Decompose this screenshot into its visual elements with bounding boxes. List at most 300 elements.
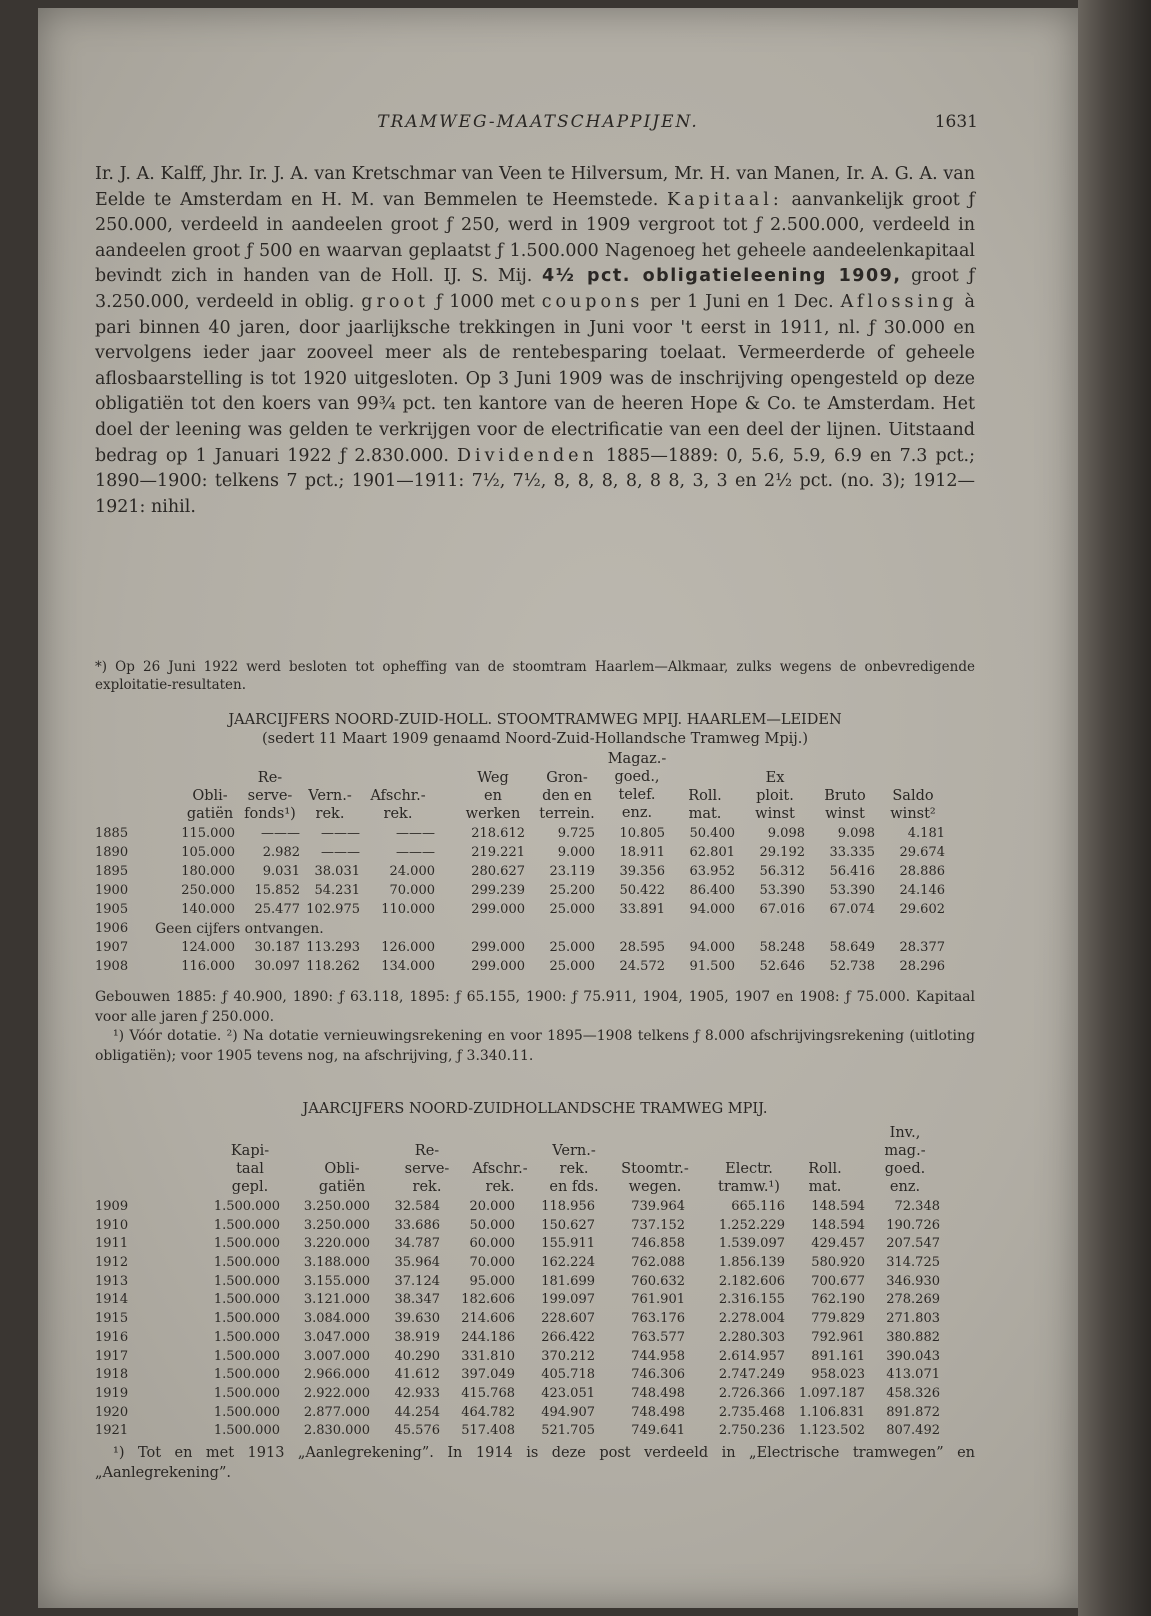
table-cell: 266.422 [541,1329,595,1345]
table-cell: 415.768 [461,1385,515,1401]
table-cell: 346.930 [886,1273,940,1289]
header-text: winst [755,806,795,822]
table-cell: 1.106.831 [798,1404,865,1420]
table-cell: 521.705 [541,1423,595,1439]
table-cell: 1.500.000 [213,1255,280,1271]
table-cell: 737.152 [631,1217,685,1233]
table-cell: 115.000 [181,826,235,841]
header-text: gatiën [318,1179,366,1195]
row-year: 1913 [95,1273,129,1289]
header-text: Bruto [824,788,866,804]
table-cell: 299.000 [471,959,525,974]
table-cell: 134.000 [381,959,435,974]
table-cell: 29.602 [899,902,945,917]
table-cell: 9.098 [767,826,805,841]
table-cell: 580.920 [811,1255,865,1271]
table-cell: 28.377 [899,940,945,955]
row-year: 1916 [95,1329,129,1345]
table-cell: 148.594 [811,1217,865,1233]
header-text: Magaz.- [607,751,667,767]
table-cell: 39.630 [394,1311,440,1327]
table-cell: 3.121.000 [303,1292,370,1308]
table-row [95,826,975,845]
row-year: 1900 [95,883,129,898]
table-cell: 744.958 [631,1348,685,1364]
table-cell: 218.612 [471,826,525,841]
header-text: rek. [559,1161,589,1177]
table-cell: 748.498 [631,1385,685,1401]
table-cell: 40.290 [394,1348,440,1364]
table-cell: 116.000 [181,959,235,974]
table-cell: 113.293 [306,940,360,955]
note-gebouwen: Gebouwen 1885: ƒ 40.900, 1890: ƒ 63.118, 1895: ƒ 65.155, 1900: ƒ 75.911, 1904, 1905, 1907 en 1908: ƒ 75.000. Kapitaal voor alle jaren ƒ 250.000. [95,989,975,1025]
table-row [95,1386,975,1405]
table-cell: 278.269 [886,1292,940,1308]
table-cell: 35.964 [394,1255,440,1271]
table-cell: 1.500.000 [213,1367,280,1383]
table1-title-line2: (sedert 11 Maart 1909 genaamd Noord-Zuid-Hollandsche Tramweg Mpij.) [261,731,809,747]
table-cell: 37.124 [394,1273,440,1289]
row-year: 1890 [95,845,129,860]
col-header-bruto-winst [813,787,877,823]
table-cell: 150.627 [541,1217,595,1233]
header-text: Afschr.- [472,1161,528,1177]
table-cell: 118.956 [541,1199,595,1214]
table-cell: 458.326 [886,1385,940,1401]
table-cell: 162.224 [541,1255,595,1271]
table-cell: 124.000 [181,940,235,955]
table-cell: 182.606 [461,1292,515,1308]
table-row [95,883,975,902]
header-text: werken [465,806,521,822]
table-cell: 1.500.000 [213,1217,280,1233]
table-cell: ——— [321,826,360,841]
table-cell: 2.316.155 [718,1292,785,1308]
table2-body [95,1199,975,1442]
row-year: 1920 [95,1404,129,1420]
table-cell: 38.031 [314,864,360,879]
table-cell: 271.803 [886,1311,940,1327]
header-text: wegen. [628,1179,682,1195]
table-cell: 413.071 [886,1367,940,1383]
header-text: winst [825,806,865,822]
table-cell: 53.390 [829,883,875,898]
header-text: Ex [765,770,785,786]
table-cell: 219.221 [471,845,525,860]
table-cell: 1.500.000 [213,1292,280,1308]
table-cell: 190.726 [886,1217,940,1233]
table-cell: 15.852 [254,883,300,898]
col-header-afschrijving [363,787,433,823]
table-cell: 105.000 [181,845,235,860]
col-header-gronden [532,769,602,823]
table-cell: 762.088 [631,1255,685,1271]
table-cell: 2.922.000 [303,1385,370,1401]
col-header-stoomtramwegen [615,1160,695,1196]
table-cell: 60.000 [469,1236,515,1252]
table-cell: 3.084.000 [303,1311,370,1327]
table-cell: 25.477 [254,902,300,917]
table-row [95,1423,975,1442]
body-text-2: aanvankelijk groot ƒ 250.000, verdeeld in aandeelen groot ƒ 250, werd in 1909 vergroot tot ƒ 2.500.000, verdeeld in aandeelen groot ƒ 500 en waarvan geplaatst ƒ 1.500.000 Nagenoeg het geheele aandeelenkapitaal bevindt zich in handen van de Holl. IJ. S. Mij. [95,189,975,287]
table-cell: 54.231 [314,883,360,898]
header-text: telef. [618,787,656,803]
table-cell: 280.627 [471,864,525,879]
table-cell: 23.119 [549,864,595,879]
table-cell: 9.098 [837,826,875,841]
header-text: rek. [383,806,413,822]
table-cell: 746.306 [631,1367,685,1383]
col-header-kapitaal [215,1142,285,1196]
table-cell: ——— [261,826,300,841]
table-cell: 53.390 [759,883,805,898]
table-cell: 44.254 [394,1404,440,1420]
header-text: Electr. [725,1161,773,1177]
col-header-reservefonds [240,769,300,823]
table-cell: 423.051 [541,1385,595,1401]
row-note: Geen cijfers ontvangen. [155,921,324,937]
table-row [95,1274,975,1293]
row-year: 1911 [95,1236,129,1252]
table-cell: 58.649 [829,940,875,955]
book-binding [1078,0,1151,1616]
table1-header [95,750,975,826]
table-cell: 18.911 [619,845,665,860]
header-text: Roll. [688,788,722,804]
table-cell: 91.500 [689,959,735,974]
table-cell: 110.000 [381,902,435,917]
header-text: Obli- [324,1161,360,1177]
table-cell: 779.829 [811,1311,865,1327]
table-cell: 2.614.957 [718,1348,785,1364]
table-cell: ——— [396,845,435,860]
table-cell: 70.000 [469,1255,515,1271]
table-cell: 56.312 [759,864,805,879]
table-cell: 126.000 [381,940,435,955]
table-cell: 763.577 [631,1329,685,1345]
header-text: rek. [315,806,345,822]
table-cell: 739.964 [631,1199,685,1214]
table-row [95,1236,975,1255]
table-cell: 52.646 [759,959,805,974]
table-cell: 29.192 [759,845,805,860]
header-text: en fds. [549,1179,599,1195]
table-cell: 763.176 [631,1311,685,1327]
table1-notes [95,988,975,1066]
table-cell: 749.641 [631,1423,685,1439]
header-text: Inv., [889,1125,921,1141]
table-cell: 1.500.000 [213,1236,280,1252]
table-cell: 32.584 [394,1199,440,1214]
table-cell: 33.891 [619,902,665,917]
table-cell: 67.074 [829,902,875,917]
table2-header [95,1122,975,1200]
page-number: 1631 [934,112,978,132]
table-cell: 42.933 [394,1385,440,1401]
header-text: en [484,788,502,804]
header-text: winst² [890,806,936,822]
table-cell: 72.348 [894,1199,940,1214]
table-cell: 331.810 [461,1348,515,1364]
row-year: 1905 [95,902,129,917]
body-text-1: Ir. J. A. Kalff, Jhr. Ir. J. A. van Kretschmar van Veen te Hilversum, Mr. H. van Manen, Ir. A. G. A. van Eelde te Amsterdam en H. M. van Bemmelen te Heemstede. [95,164,975,210]
table-cell: 380.882 [886,1329,940,1345]
body-text-4: ƒ 1000 met [435,291,535,312]
header-text: Weg [477,770,509,786]
table-cell: 4.181 [907,826,945,841]
header-text: mat. [808,1179,842,1195]
row-year: 1907 [95,940,129,955]
header-text: enz. [889,1179,921,1195]
table-cell: 33.686 [394,1217,440,1233]
table-row [95,1405,975,1424]
header-text: Kapi- [230,1143,270,1159]
book-page [38,8,1078,1608]
table-cell: 41.612 [394,1367,440,1383]
header-text: Saldo [892,788,934,804]
table-row [95,1311,975,1330]
table-cell: 207.547 [886,1236,940,1252]
col-header-exploitatie-winst [743,769,807,823]
table-cell: 45.576 [394,1423,440,1439]
table-cell: 1.500.000 [213,1329,280,1345]
table-cell: 29.674 [899,845,945,860]
header-text: terrein. [539,806,595,822]
table-cell: 2.278.004 [718,1311,785,1327]
header-text: Re- [257,770,283,786]
header-text: Obli- [192,788,228,804]
table-cell: 39.356 [619,864,665,879]
table-cell: 24.572 [619,959,665,974]
table-cell: 807.492 [886,1423,940,1439]
row-year: 1921 [95,1423,129,1439]
row-year: 1919 [95,1385,129,1401]
header-text: Vern.- [308,788,352,804]
table-cell: 34.787 [394,1236,440,1252]
col-header-afschrijving [463,1160,537,1196]
header-text: rek. [412,1179,442,1195]
table-cell: 299.000 [471,940,525,955]
row-year: 1910 [95,1217,129,1233]
table-cell: 70.000 [389,883,435,898]
table-cell: 148.594 [811,1199,865,1214]
row-year: 1915 [95,1311,129,1327]
table-cell: 958.023 [811,1367,865,1383]
table-cell: 760.632 [631,1273,685,1289]
table-cell: 1.500.000 [213,1199,280,1214]
table-cell: 25.000 [549,902,595,917]
dividenden-label: Dividenden [457,445,598,466]
body-text-7: 1885—1889: 0, 5.6, 5.9, 6.9 en 7.3 pct.; 1890—1900: telkens 7 pct.; 1901—1911: 7½, 7½, 8, 8, 8, 8, 8 8, 3, 3 en 2½ pct. (no. 3); 1912—1921: nihil. [95,445,975,517]
table-cell: 2.735.468 [718,1404,785,1420]
col-header-reserve [395,1142,459,1196]
table-cell: 1.500.000 [213,1404,280,1420]
col-header-rollend-materieel [675,787,735,823]
row-year: 1909 [95,1199,129,1214]
header-text: goed. [884,1161,926,1177]
col-header-magazijn [602,750,672,822]
table-cell: 155.911 [541,1236,595,1252]
col-header-vernieuwing [300,787,360,823]
table-cell: 20.000 [469,1199,515,1214]
table1-title [95,711,975,749]
body-text-6: à pari binnen 40 jaren, door jaarlijksche trekkingen in Juni voor 't eerst in 1911, nl. ƒ 30.000 en vervolgens ieder jaar zooveel meer als de rentebesparing toelaat. Vermeerderde of geheele aflosbaarstelling is tot 1920 uitgesloten. Op 3 Juni 1909 was de inschrijving opengesteld op deze obligatiën tot den koers van 99¾ pct. ten kantore van de heeren Hope & Co. te Amsterdam. Het doel der leening was gelden te verkrijgen voor de electrificatie van een deel der lijnen. Uitstaand bedrag op 1 Januari 1922 ƒ 2.830.000. [95,291,975,466]
table-cell: 748.498 [631,1404,685,1420]
table-cell: 62.801 [689,845,735,860]
table-cell: 94.000 [689,940,735,955]
table-row [95,1255,975,1274]
table-cell: 2.982 [262,845,300,860]
table-cell: 58.248 [759,940,805,955]
table-cell: 30.187 [254,940,300,955]
table-cell: 3.250.000 [303,1199,370,1214]
table-cell: 28.886 [899,864,945,879]
col-header-weg-en-werken [461,769,525,823]
table-cell: 405.718 [541,1367,595,1383]
col-header-saldo-winst [881,787,945,823]
table-row [95,864,975,883]
table-cell: 50.000 [469,1217,515,1233]
table-row [95,940,975,959]
table-cell: 2.830.000 [303,1423,370,1439]
table-cell: 494.907 [541,1404,595,1420]
table-cell: 50.400 [689,826,735,841]
table-cell: 2.280.303 [718,1329,785,1345]
header-text: Afschr.- [370,788,426,804]
table-row [95,1330,975,1349]
table-cell: 3.250.000 [303,1217,370,1233]
table-cell: 1.252.229 [718,1217,785,1233]
table-cell: 370.212 [541,1348,595,1364]
table-cell: 517.408 [461,1423,515,1439]
table-cell: 95.000 [469,1273,515,1289]
table-cell: 38.347 [394,1292,440,1308]
row-year: 1906 [95,921,129,936]
row-year: 1895 [95,864,129,879]
header-text: tramw.¹) [718,1179,780,1195]
row-year: 1917 [95,1348,129,1364]
table-cell: 891.161 [811,1348,865,1364]
table-cell: 746.858 [631,1236,685,1252]
footnote-top: *) Op 26 Juni 1922 werd besloten tot opheffing van de stoomtram Haarlem—Alkmaar, zulks wegens de onbevredigende exploitatie-resultaten. [95,659,975,693]
table-cell: 25.200 [549,883,595,898]
table-cell: 118.262 [306,959,360,974]
header-text: Re- [414,1143,440,1159]
body-text-5: per 1 Juni en 1 Dec. [650,291,834,312]
table-cell: 24.146 [899,883,945,898]
table-cell: 299.239 [471,883,525,898]
table-cell: 25.000 [549,959,595,974]
table-cell: 140.000 [181,902,235,917]
table-cell: 2.750.236 [718,1423,785,1439]
note-aanlegrekening: ¹) Tot en met 1913 „Aanlegrekening”. In 1914 is deze post verdeeld in „Electrische tramwegen” en „Aanlegrekening”. [95,1445,975,1481]
header-text: Gron- [546,770,588,786]
table-row [95,902,975,921]
header-text: goed., [614,769,660,785]
main-paragraph [95,162,975,520]
table-cell: 1.539.097 [718,1236,785,1252]
table-cell: 30.097 [254,959,300,974]
table2-title: JAARCIJFERS NOORD-ZUIDHOLLANDSCHE TRAMWEG MPIJ. [302,1101,768,1117]
header-text: rek. [485,1179,515,1195]
table-cell: 429.457 [811,1236,865,1252]
table-cell: 38.919 [394,1329,440,1345]
table-cell: 52.738 [829,959,875,974]
header-text: serve- [404,1161,450,1177]
table-cell: 397.049 [461,1367,515,1383]
note-dotatie: ¹) Vóór dotatie. ²) Na dotatie vernieuwingsrekening en voor 1895—1908 telkens ƒ 8.000 afschrijvingsrekening (uitloting obligatiën); voor 1905 tevens nog, na afschrijving, ƒ 3.340.11. [95,1028,975,1064]
table-cell: 3.155.000 [303,1273,370,1289]
table1-title-line1: JAARCIJFERS NOORD-ZUID-HOLL. STOOMTRAMWEG MPIJ. HAARLEM—LEIDEN [228,712,842,728]
table-cell: 24.000 [389,864,435,879]
table-cell: 299.000 [471,902,525,917]
table-cell: 3.188.000 [303,1255,370,1271]
table-cell: 86.400 [689,883,735,898]
table-cell: 1.500.000 [213,1273,280,1289]
header-text: fonds¹) [244,806,296,822]
header-text: enz. [621,805,653,821]
table-cell: ——— [396,826,435,841]
table-cell: 1.856.139 [718,1255,785,1271]
table-cell: 3.007.000 [303,1348,370,1364]
col-header-inventaris [873,1124,937,1196]
table-cell: 244.186 [461,1329,515,1345]
table-cell: 3.220.000 [303,1236,370,1252]
table-row [95,1367,975,1386]
table-row [95,959,975,978]
row-year: 1885 [95,826,129,841]
table-cell: 2.747.249 [718,1367,785,1383]
header-text: serve- [247,788,293,804]
header-text: Stoomtr.- [621,1161,689,1177]
table-cell: 67.016 [759,902,805,917]
table-cell: 761.901 [631,1292,685,1308]
table-cell: 28.595 [619,940,665,955]
header-text: gatiën [186,806,234,822]
table-cell: 102.975 [306,902,360,917]
table-cell: 9.725 [557,826,595,841]
col-header-obligatien [307,1160,377,1196]
header-text: ploit. [756,788,794,804]
col-header-rollend-materieel [795,1160,855,1196]
table-row [95,1199,975,1218]
table-cell: 891.872 [886,1404,940,1420]
table-row [95,1349,975,1368]
header-text: taal [236,1161,264,1177]
table-cell: 9.000 [557,845,595,860]
coupons-label: coupons [541,291,644,312]
table-cell: 792.961 [811,1329,865,1345]
kapitaal-label: Kapitaal: [667,189,783,210]
table-cell: 10.805 [619,826,665,841]
table-cell: 56.416 [829,864,875,879]
header-text: gepl. [231,1179,269,1195]
table-cell: 1.500.000 [213,1423,280,1439]
table-row [95,1292,975,1311]
table-cell: 181.699 [541,1273,595,1289]
table-row [95,921,975,940]
running-header [98,112,978,140]
table-cell: 314.725 [886,1255,940,1271]
table-cell: 9.031 [262,864,300,879]
table-cell: ——— [321,845,360,860]
table-cell: 33.335 [829,845,875,860]
table-cell: 2.877.000 [303,1404,370,1420]
table-cell: 665.116 [731,1199,785,1214]
table-cell: 199.097 [541,1292,595,1308]
table-cell: 762.190 [811,1292,865,1308]
table-cell: 2.726.366 [718,1385,785,1401]
